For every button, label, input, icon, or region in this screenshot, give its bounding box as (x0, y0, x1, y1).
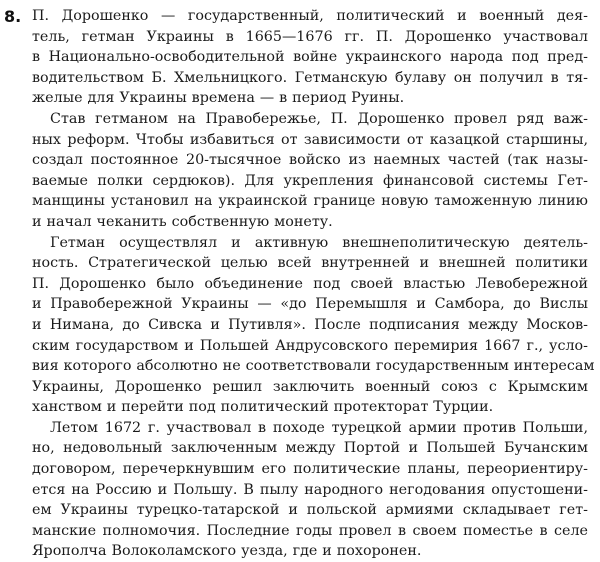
text-line: договором, перечеркнувшим его политические планы, переориентиру- (32, 461, 588, 478)
text-line: манские полномочия. Последние годы провел в своем поместье в селе (32, 522, 588, 539)
text-line: ем Украины турецко-татарской и польской армиями складывает гет- (32, 502, 588, 519)
text-line: желые для Украины времена — в период Руины. (32, 90, 405, 107)
text-line: Ярополча Волоколамского уезда, где и похоронен. (32, 543, 422, 560)
paragraph (32, 418, 588, 562)
text-line: ским государством и Польшей Андрусовского перемирия 1667 г., усло- (32, 337, 588, 354)
text-line: и Нимана, до Сивска и Путивля». После подписания между Москов- (32, 316, 588, 333)
text-line: манщины установил на украинской границе новую таможенную линию (32, 193, 588, 210)
text-line: ханством и перейти под политический протекторат Турции. (32, 399, 494, 416)
paragraph (32, 233, 595, 418)
text-line: водительством Б. Хмельницкого. Гетманскую булаву он получил в тя- (32, 69, 588, 86)
text-line: П. Дорошенко было объединение под своей властью Левобережной (32, 275, 588, 292)
paragraph (32, 109, 588, 233)
text-line: и Правобережной Украины — «до Перемышля и Самбора, до Вислы (32, 296, 588, 313)
text-line: Летом 1672 г. участвовал в походе турецкой армии против Польши, (50, 419, 588, 436)
text-line: в Национально-освободительной войне украинского народа под пред- (32, 49, 588, 66)
text-line: П. Дорошенко — государственный, политический и военный дея- (32, 8, 588, 24)
text-line: Украины, Дорошенко решил заключить военный союз с Крымским (32, 378, 588, 395)
document-text (32, 6, 595, 562)
text-line: и начал чеканить собственную монету. (32, 213, 333, 230)
paragraph (32, 6, 588, 109)
text-line: вия которого абсолютно не соответствовали государственным интересам (32, 358, 595, 375)
text-line: ность. Стратегической целью всей внутренней и внешней политики (32, 255, 588, 272)
text-line: ных реформ. Чтобы избавиться от зависимости от казацкой старшины, (32, 131, 588, 148)
text-line: но, недовольный заключенным между Портой и Польшей Бучанским (32, 440, 588, 457)
text-line: ваемые полки сердюков). Для укрепления финансовой системы Гет- (32, 172, 588, 189)
text-line: Став гетманом на Правобережье, П. Дорошенко провел ряд важ- (50, 110, 588, 127)
text-line: ется на Россию и Польшу. В пылу народного негодования опустошени- (32, 481, 588, 498)
question-number: 8. (4, 7, 22, 26)
text-line: тель, гетман Украины в 1665—1676 гг. П. Дорошенко участвовал (32, 28, 588, 45)
text-line: создал постоянное 20-тысячное войско из наемных частей (так назы- (32, 152, 588, 169)
text-line: Гетман осуществлял и активную внешнеполитическую деятель- (50, 234, 588, 251)
